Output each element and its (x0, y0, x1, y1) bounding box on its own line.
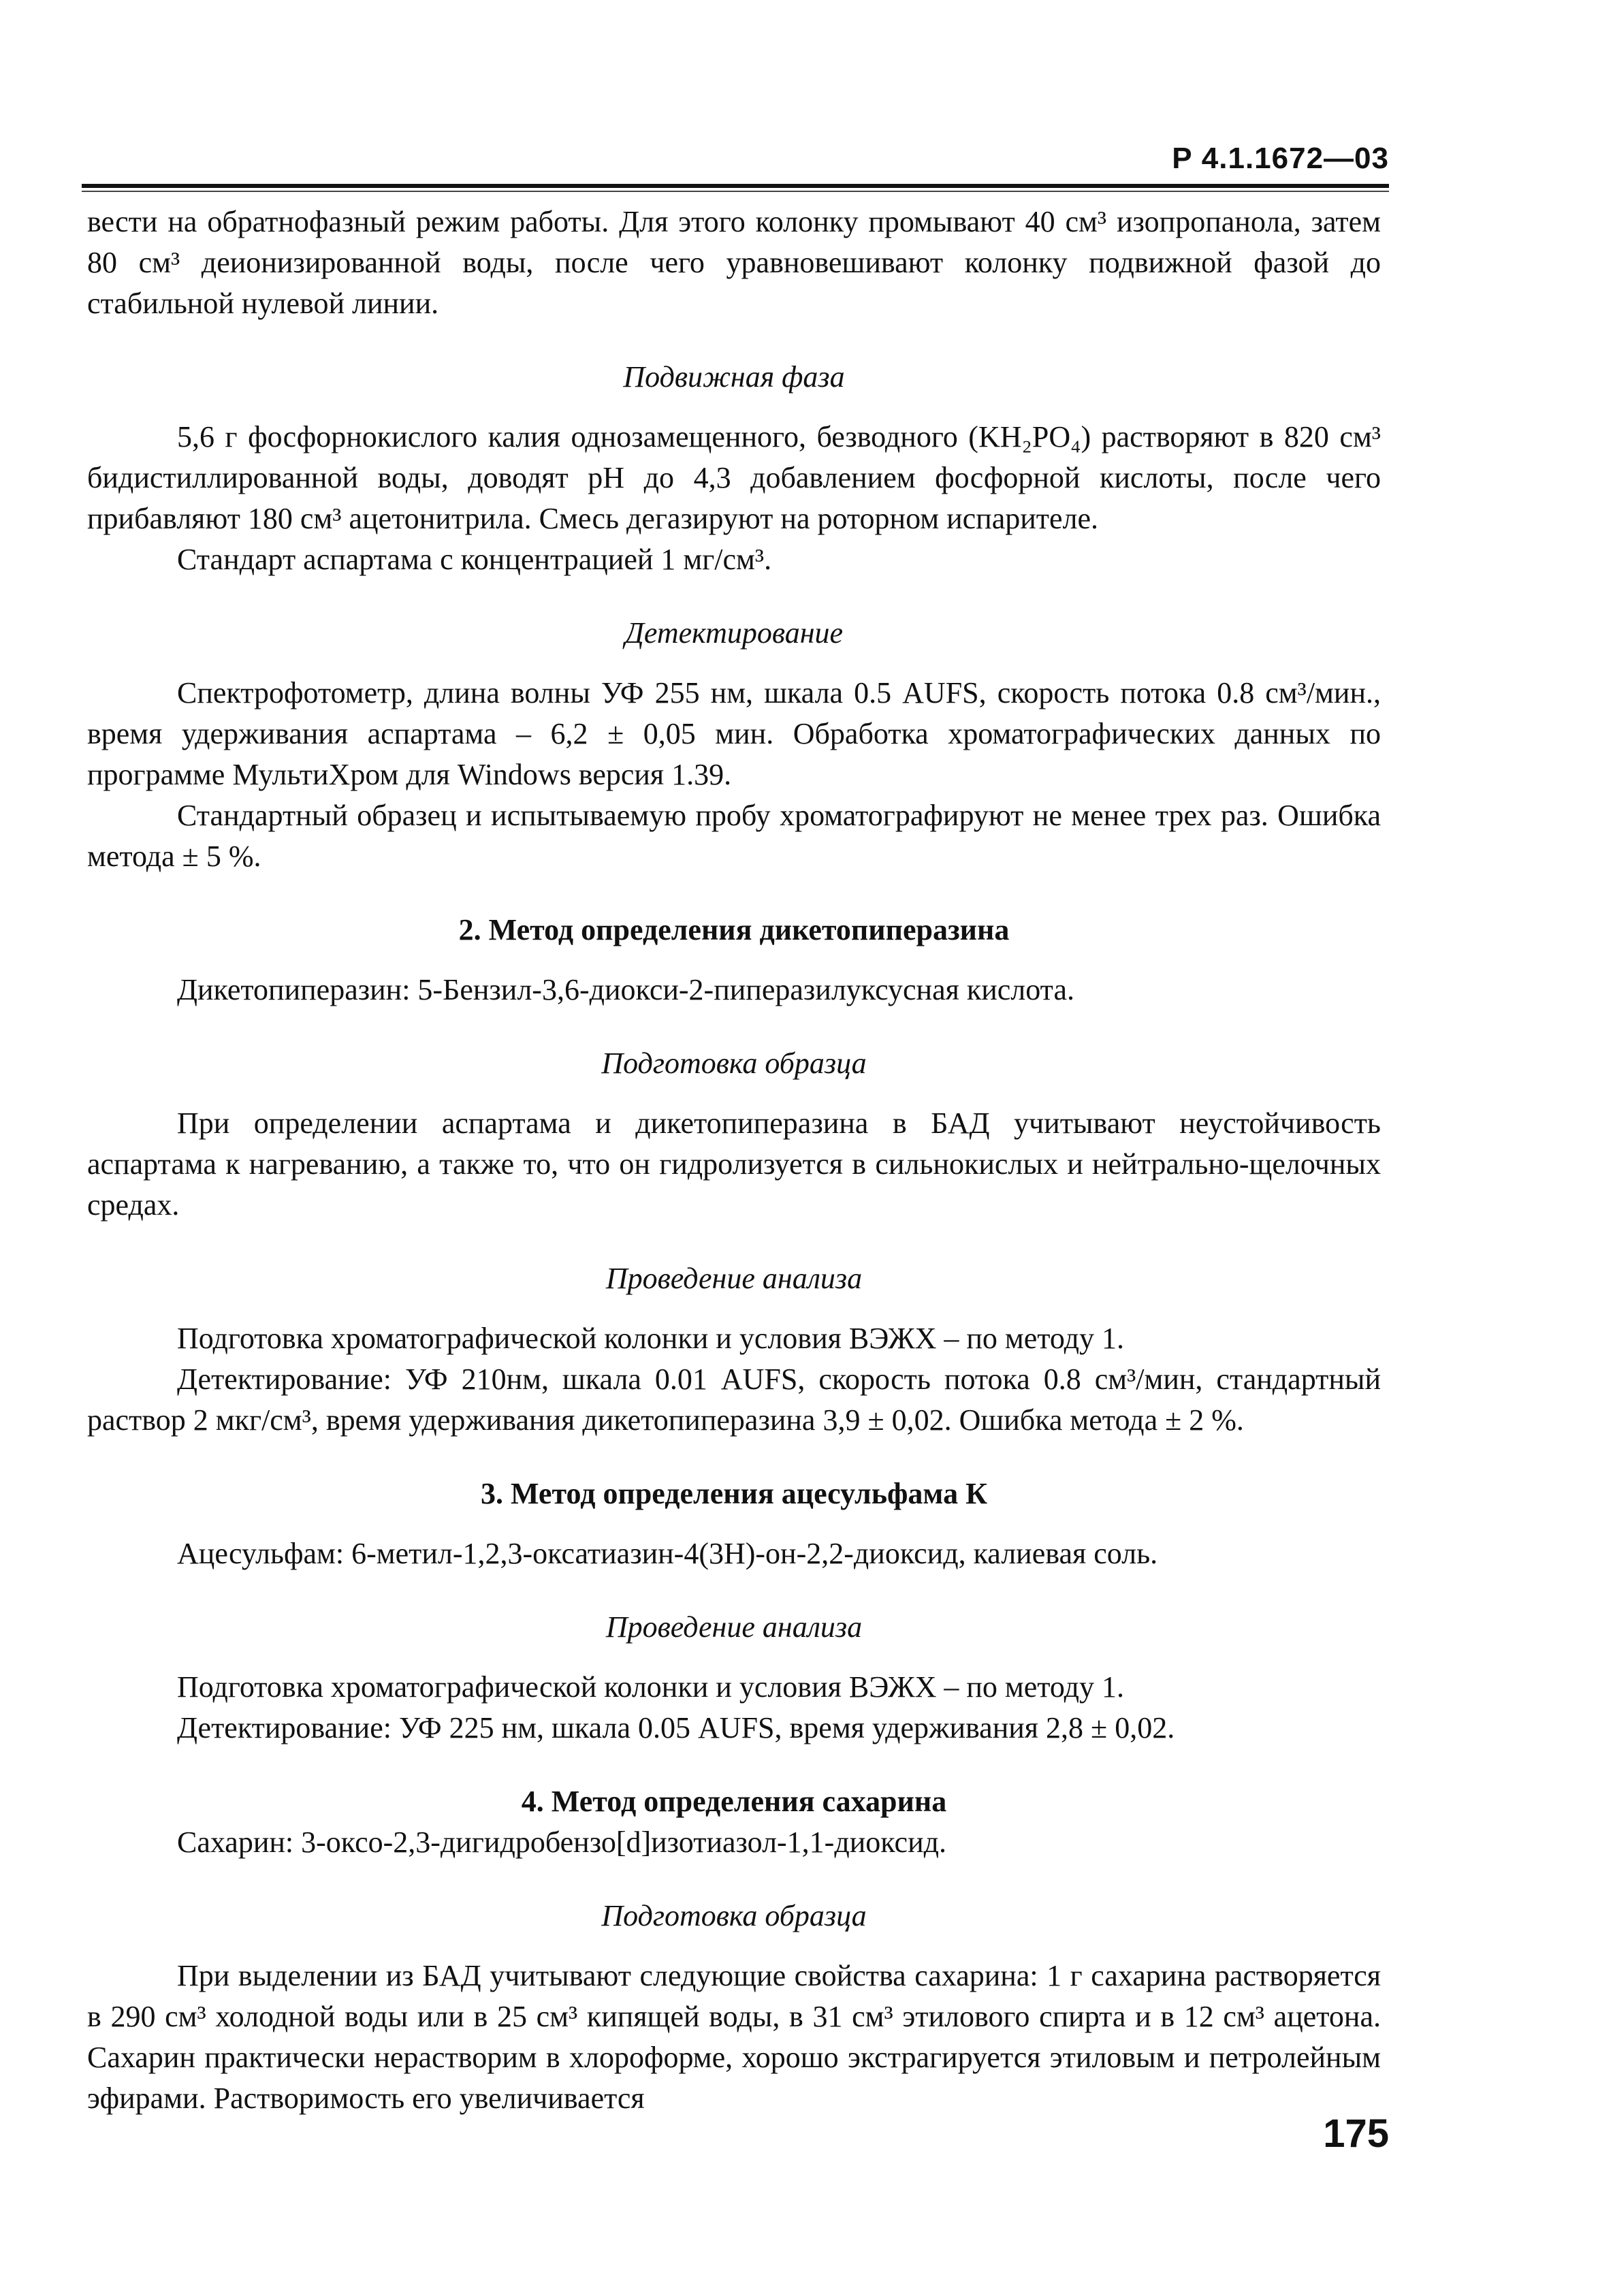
section-heading: 3. Метод определения ацесульфама К (480, 1477, 988, 1510)
subsection-heading: Детектирование (624, 616, 844, 650)
header-rule-thin (82, 191, 1389, 192)
paragraph: Детектирование: УФ 225 нм, шкала 0.05 AUFS, время удерживания 2,8 ± 0,02. (177, 1711, 1175, 1744)
paragraph: Стандарт аспартама с концентрацией 1 мг/см³. (177, 543, 772, 576)
paragraph: При определении аспартама и дикетопиперазина в БАД учитывают неустойчивость аспартама к нагреванию, а также то, что он гидролизуется в сильнокислых и нейтрально-щелочных средах. (87, 1106, 1381, 1222)
paragraph: Сахарин: 3-оксо-2,3-дигидробензо[d]изотиазол-1,1-диоксид. (177, 1825, 947, 1859)
paragraph: вести на обратнофазный режим работы. Для этого колонку промывают 40 см³ изопропанола, затем 80 см³ деионизированной воды, после чего уравновешивают колонку подвижной фазой до стабильной нулевой линии. (87, 205, 1381, 320)
subsection-heading: Подготовка образца (601, 1899, 867, 1932)
paragraph: Дикетопиперазин: 5-Бензил-3,6-диокси-2-пиперазилуксусная кислота. (177, 973, 1074, 1006)
paragraph: Подготовка хроматографической колонки и условия ВЭЖХ – по методу 1. (177, 1670, 1125, 1704)
subsection-heading: Подготовка образца (601, 1047, 867, 1080)
section-heading: 2. Метод определения дикетопиперазина (458, 913, 1010, 946)
header-rule (82, 184, 1389, 188)
subsection-heading: Проведение анализа (605, 1262, 863, 1295)
paragraph: Ацесульфам: 6-метил-1,2,3-оксатиазин-4(3Н)-он-2,2-диоксид, калиевая соль. (177, 1537, 1158, 1570)
paragraph: Подготовка хроматографической колонки и условия ВЭЖХ – по методу 1. (177, 1322, 1125, 1355)
subsection-heading: Проведение анализа (605, 1610, 863, 1644)
document-code: Р 4.1.1672—03 (1172, 142, 1389, 175)
paragraph: 5,6 г фосфорнокислого калия однозамещенного, безводного (KH₂PO₄) растворяют в 820 см³ бидистиллированной воды, доводят pH до 4,3 добавлением фосфорной кислоты, после чего прибавляют 180 см³ ацетонитрила. Смесь дегазируют на роторном испарителе. (87, 420, 1381, 535)
paragraph: Детектирование: УФ 210нм, шкала 0.01 AUFS, скорость потока 0.8 см³/мин, стандартный раствор 2 мкг/см³, время удерживания дикетопиперазина 3,9 ± 0,02. Ошибка метода ± 2 %. (87, 1362, 1381, 1437)
section-heading: 4. Метод определения сахарина (521, 1785, 947, 1818)
paragraph: Стандартный образец и испытываемую пробу хроматографируют не менее трех раз. Ошибка метода ± 5 %. (87, 799, 1381, 873)
paragraph: При выделении из БАД учитывают следующие свойства сахарина: 1 г сахарина растворяется в 290 см³ холодной воды или в 25 см³ кипящей воды, в 31 см³ этилового спирта и в 12 см³ ацетона. Сахарин практически нерастворим в хлороформе, хорошо экстрагируется этиловым и петролейным эфирами. Растворимость его увеличивается (87, 1959, 1381, 2115)
paragraph: Спектрофотометр, длина волны УФ 255 нм, шкала 0.5 AUFS, скорость потока 0.8 см³/мин., время удерживания аспартама – 6,2 ± 0,05 мин. Обработка хроматографических данных по программе МультиХром для Windows версия 1.39. (87, 676, 1381, 791)
page-number: 175 (1323, 2111, 1389, 2156)
subsection-heading: Подвижная фаза (623, 360, 845, 394)
body-text (87, 202, 1381, 2119)
